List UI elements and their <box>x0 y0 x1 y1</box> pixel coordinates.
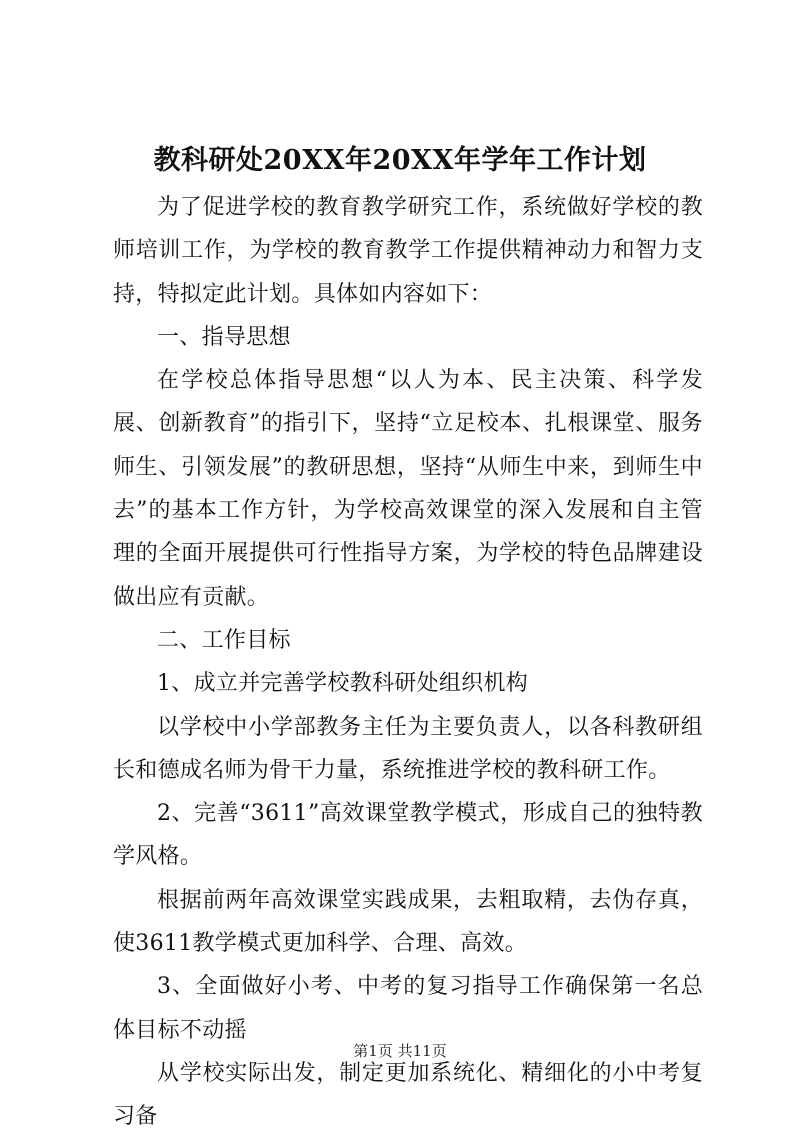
goal-1-paragraph: 以学校中小学部教务主任为主要负责人，以各科教研组长和德成名师为骨干力量，系统推进学校的教科研工作。 <box>113 714 703 783</box>
document-body <box>113 186 703 1139</box>
page-footer: 第1页 共11页 <box>353 1042 447 1060</box>
goal-2-heading: 2、完善“3611”高效课堂教学模式，形成自己的独特教学风格。 <box>113 801 703 870</box>
goal-1-heading: 1、成立并完善学校教科研处组织机构 <box>157 671 529 697</box>
section-heading-work-goals: 二、工作目标 <box>157 627 291 653</box>
goal-3-heading: 3、全面做好小考、中考的复习指导工作确保第一名总体目标不动摇 <box>113 974 703 1043</box>
guiding-ideology-paragraph: 在学校总体指导思想“以人为本、民主决策、科学发展、创新教育”的指引下，坚持“立足校本、扎根课堂、服务师生、引领发展”的教研思想，坚持“从师生中来，到师生中去”的基本工作方针，为学校高效课堂的深入发展和自主管理的全面开展提供可行性指导方案，为学校的特色品牌建设做出应有贡献。 <box>113 368 703 610</box>
intro-paragraph: 为了促进学校的教育教学研究工作，系统做好学校的教师培训工作，为学校的教育教学工作提供精神动力和智力支持，特拟定此计划。具体如内容如下： <box>113 195 703 307</box>
goal-2-paragraph: 根据前两年高效课堂实践成果，去粗取精，去伪存真，使3611教学模式更加科学、合理、高效。 <box>113 887 703 957</box>
goal-3-paragraph: 从学校实际出发，制定更加系统化、精细化的小中考复习备 <box>113 1060 703 1130</box>
section-heading-guiding-ideology: 一、指导思想 <box>157 324 291 350</box>
document-title: 教科研处20XX年20XX年学年工作计划 <box>153 145 647 176</box>
